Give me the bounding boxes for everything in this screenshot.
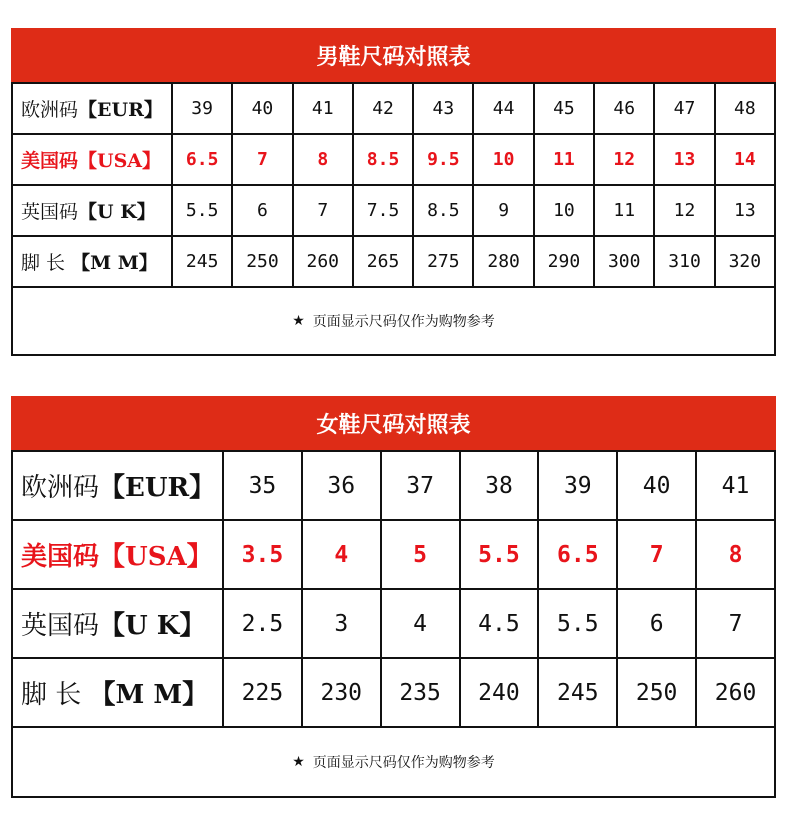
row-label: 英国码【U K】 bbox=[12, 185, 172, 236]
size-cell: 7.5 bbox=[353, 185, 413, 236]
size-cell: 8.5 bbox=[413, 185, 473, 236]
size-cell: 260 bbox=[696, 658, 775, 727]
size-cell: 6.5 bbox=[538, 520, 617, 589]
row-label: 美国码【USA】 bbox=[12, 134, 172, 185]
size-cell: 37 bbox=[381, 451, 460, 520]
size-cell: 280 bbox=[473, 236, 533, 287]
size-cell: 260 bbox=[293, 236, 353, 287]
size-cell: 10 bbox=[473, 134, 533, 185]
size-cell: 8 bbox=[293, 134, 353, 185]
size-cell: 4 bbox=[302, 520, 381, 589]
women-row-eur bbox=[12, 451, 775, 520]
size-cell: 12 bbox=[654, 185, 714, 236]
size-cell: 240 bbox=[460, 658, 539, 727]
size-cell: 9 bbox=[473, 185, 533, 236]
size-cell: 250 bbox=[617, 658, 696, 727]
size-cell: 9.5 bbox=[413, 134, 473, 185]
men-chart-title: 男鞋尺码对照表 bbox=[11, 28, 776, 82]
women-row-usa bbox=[12, 520, 775, 589]
size-cell: 12 bbox=[594, 134, 654, 185]
size-cell: 13 bbox=[715, 185, 775, 236]
size-cell: 48 bbox=[715, 83, 775, 134]
size-cell: 11 bbox=[594, 185, 654, 236]
size-cell: 4.5 bbox=[460, 589, 539, 658]
size-cell: 6.5 bbox=[172, 134, 232, 185]
men-size-chart bbox=[11, 28, 776, 356]
size-cell: 41 bbox=[293, 83, 353, 134]
size-cell: 310 bbox=[654, 236, 714, 287]
men-row-eur bbox=[12, 83, 775, 134]
size-cell: 5 bbox=[381, 520, 460, 589]
size-cell: 235 bbox=[381, 658, 460, 727]
women-row-mm bbox=[12, 658, 775, 727]
size-cell: 39 bbox=[172, 83, 232, 134]
size-cell: 230 bbox=[302, 658, 381, 727]
men-size-table bbox=[11, 82, 776, 288]
size-cell: 3.5 bbox=[223, 520, 302, 589]
size-cell: 8 bbox=[696, 520, 775, 589]
size-cell: 5.5 bbox=[538, 589, 617, 658]
row-label: 欧洲码【EUR】 bbox=[12, 83, 172, 134]
size-cell: 4 bbox=[381, 589, 460, 658]
star-icon: ★ bbox=[292, 754, 305, 770]
size-cell: 7 bbox=[232, 134, 292, 185]
size-cell: 245 bbox=[172, 236, 232, 287]
size-cell: 45 bbox=[534, 83, 594, 134]
size-cell: 36 bbox=[302, 451, 381, 520]
size-cell: 46 bbox=[594, 83, 654, 134]
star-icon: ★ bbox=[292, 313, 305, 329]
size-cell: 5.5 bbox=[460, 520, 539, 589]
men-row-uk bbox=[12, 185, 775, 236]
note-text: 页面显示尺码仅作为购物参考 bbox=[312, 314, 495, 330]
size-cell: 300 bbox=[594, 236, 654, 287]
size-cell: 38 bbox=[460, 451, 539, 520]
size-cell: 5.5 bbox=[172, 185, 232, 236]
size-cell: 265 bbox=[353, 236, 413, 287]
women-note bbox=[11, 728, 776, 798]
size-cell: 10 bbox=[534, 185, 594, 236]
size-cell: 40 bbox=[617, 451, 696, 520]
note-text: 页面显示尺码仅作为购物参考 bbox=[312, 755, 495, 771]
row-label: 脚 长 【M M】 bbox=[12, 658, 223, 727]
size-cell: 13 bbox=[654, 134, 714, 185]
size-cell: 44 bbox=[473, 83, 533, 134]
size-cell: 43 bbox=[413, 83, 473, 134]
size-cell: 7 bbox=[293, 185, 353, 236]
row-label: 脚 长 【M M】 bbox=[12, 236, 172, 287]
women-size-table bbox=[11, 450, 776, 728]
size-cell: 6 bbox=[617, 589, 696, 658]
women-size-chart bbox=[11, 396, 776, 798]
size-cell: 245 bbox=[538, 658, 617, 727]
size-cell: 2.5 bbox=[223, 589, 302, 658]
row-label: 英国码【U K】 bbox=[12, 589, 223, 658]
size-cell: 7 bbox=[696, 589, 775, 658]
size-cell: 290 bbox=[534, 236, 594, 287]
size-cell: 6 bbox=[232, 185, 292, 236]
size-cell: 7 bbox=[617, 520, 696, 589]
size-cell: 11 bbox=[534, 134, 594, 185]
women-chart-title: 女鞋尺码对照表 bbox=[11, 396, 776, 450]
size-cell: 47 bbox=[654, 83, 714, 134]
size-cell: 42 bbox=[353, 83, 413, 134]
size-cell: 41 bbox=[696, 451, 775, 520]
men-note bbox=[11, 288, 776, 356]
men-row-usa bbox=[12, 134, 775, 185]
size-cell: 225 bbox=[223, 658, 302, 727]
row-label: 美国码【USA】 bbox=[12, 520, 223, 589]
size-cell: 39 bbox=[538, 451, 617, 520]
men-row-mm bbox=[12, 236, 775, 287]
women-row-uk bbox=[12, 589, 775, 658]
size-cell: 8.5 bbox=[353, 134, 413, 185]
size-cell: 275 bbox=[413, 236, 473, 287]
size-cell: 3 bbox=[302, 589, 381, 658]
size-cell: 35 bbox=[223, 451, 302, 520]
size-cell: 320 bbox=[715, 236, 775, 287]
row-label: 欧洲码【EUR】 bbox=[12, 451, 223, 520]
size-cell: 250 bbox=[232, 236, 292, 287]
size-cell: 40 bbox=[232, 83, 292, 134]
size-cell: 14 bbox=[715, 134, 775, 185]
